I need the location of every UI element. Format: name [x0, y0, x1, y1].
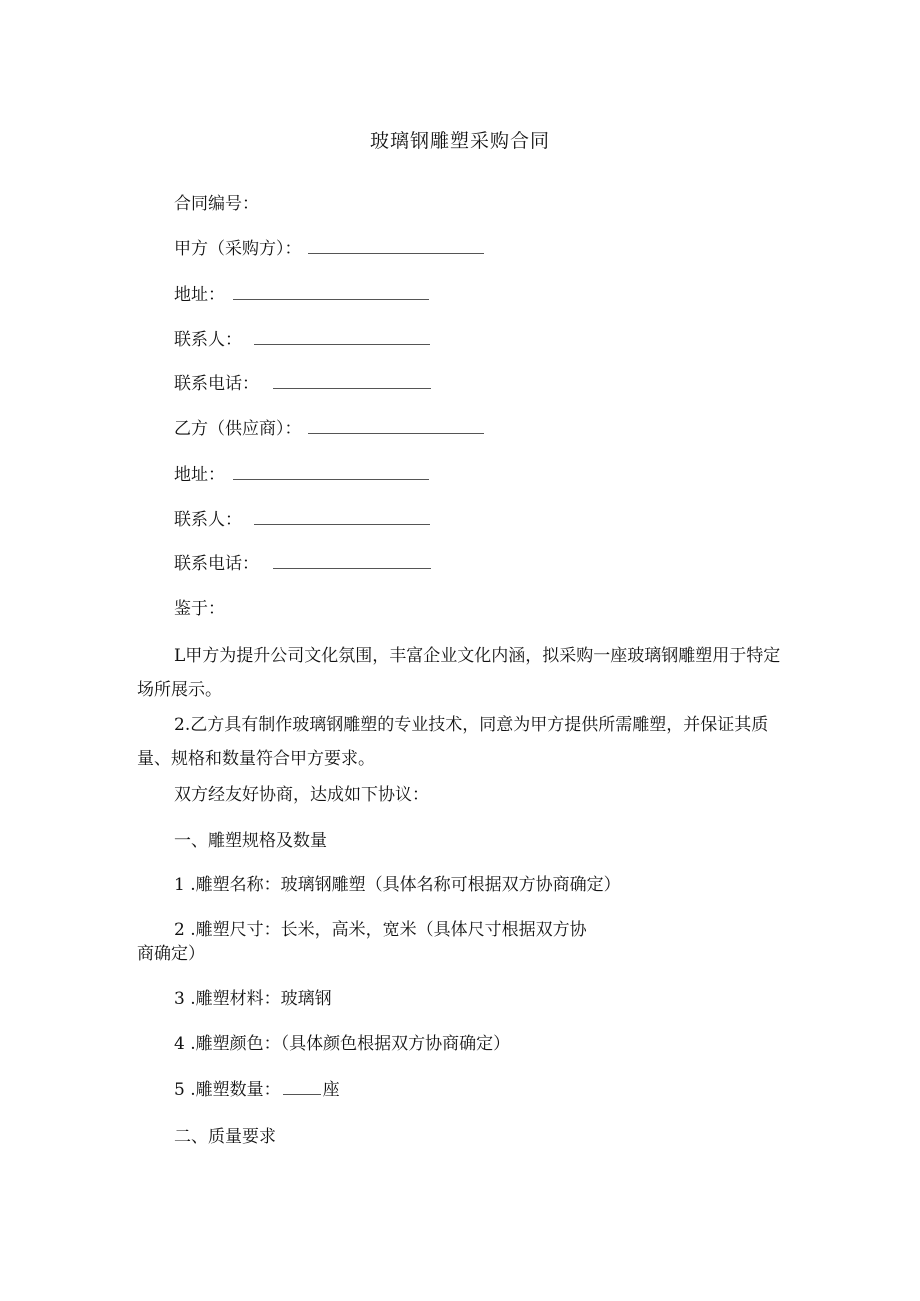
spec-item-quantity-unit: 座	[322, 1080, 340, 1100]
spec-item-size-continued	[137, 942, 205, 966]
party-b-contact-label: 联系人：	[174, 510, 242, 530]
spec-item-size-text-continued: 商确定）	[137, 944, 205, 964]
party-a-contact-line	[174, 328, 430, 352]
spec-item-name	[174, 873, 621, 897]
section-2-title: 二、质量要求	[174, 1127, 276, 1147]
spec-item-size	[174, 918, 587, 942]
page-title: 玻璃钢雕塑采购合同	[369, 130, 550, 152]
party-a-address-blank[interactable]	[233, 285, 429, 300]
section-1-heading	[174, 829, 327, 853]
party-b-label: 乙方（供应商）：	[174, 419, 302, 439]
party-b-contact-line	[174, 508, 430, 532]
whereas-clause-1: L甲方为提升公司文化氛围，丰富企业文化内涵，拟采购一座玻璃钢雕塑用于特定场所展示。	[137, 646, 781, 700]
party-b-address-label: 地址：	[174, 465, 225, 485]
contract-number-label: 合同编号：	[174, 194, 259, 214]
spec-item-quantity	[174, 1078, 340, 1102]
party-a-phone-blank[interactable]	[273, 374, 431, 389]
party-a-phone-line	[174, 372, 431, 396]
party-b-address-blank[interactable]	[233, 465, 429, 480]
whereas-heading	[174, 597, 225, 621]
party-a-blank[interactable]	[308, 239, 484, 254]
spec-item-size-text: 2 .雕塑尺寸：长米，高米，宽米（具体尺寸根据双方协	[174, 920, 587, 940]
party-a-contact-blank[interactable]	[254, 330, 430, 345]
party-b-line	[174, 417, 484, 441]
spec-item-material-text: 3 .雕塑材料：玻璃钢	[174, 989, 332, 1009]
party-a-address-label: 地址：	[174, 285, 225, 305]
party-b-blank[interactable]	[308, 419, 484, 434]
whereas-clause-2: 2.乙方具有制作玻璃钢雕塑的专业技术，同意为甲方提供所需雕塑，并保证其质量、规格和数量符合甲方要求。	[137, 715, 769, 769]
party-a-line	[174, 237, 484, 261]
party-b-contact-blank[interactable]	[254, 510, 430, 525]
spec-item-quantity-label: 5 .雕塑数量：	[174, 1080, 281, 1100]
agreement-intro-text: 双方经友好协商，达成如下协议：	[174, 785, 429, 805]
section-2-heading	[174, 1125, 276, 1149]
whereas-label: 鉴于：	[174, 599, 225, 619]
party-a-label: 甲方（采购方）：	[174, 239, 302, 259]
spec-item-color	[174, 1032, 510, 1056]
party-b-phone-label: 联系电话：	[174, 554, 259, 574]
party-b-phone-blank[interactable]	[273, 554, 431, 569]
section-1-title: 一、雕塑规格及数量	[174, 831, 327, 851]
party-a-contact-label: 联系人：	[174, 330, 242, 350]
spec-item-color-text: 4 .雕塑颜色：（具体颜色根据双方协商确定）	[174, 1034, 511, 1054]
party-a-phone-label: 联系电话：	[174, 374, 259, 394]
agreement-intro	[174, 783, 429, 807]
contract-number-line	[174, 192, 259, 216]
spec-item-name-text: 1 .雕塑名称：玻璃钢雕塑（具体名称可根据双方协商确定）	[174, 875, 621, 895]
spec-item-material	[174, 987, 332, 1011]
quantity-blank[interactable]	[283, 1080, 321, 1095]
party-b-phone-line	[174, 552, 431, 576]
party-a-address-line	[174, 283, 429, 307]
party-b-address-line	[174, 463, 429, 487]
